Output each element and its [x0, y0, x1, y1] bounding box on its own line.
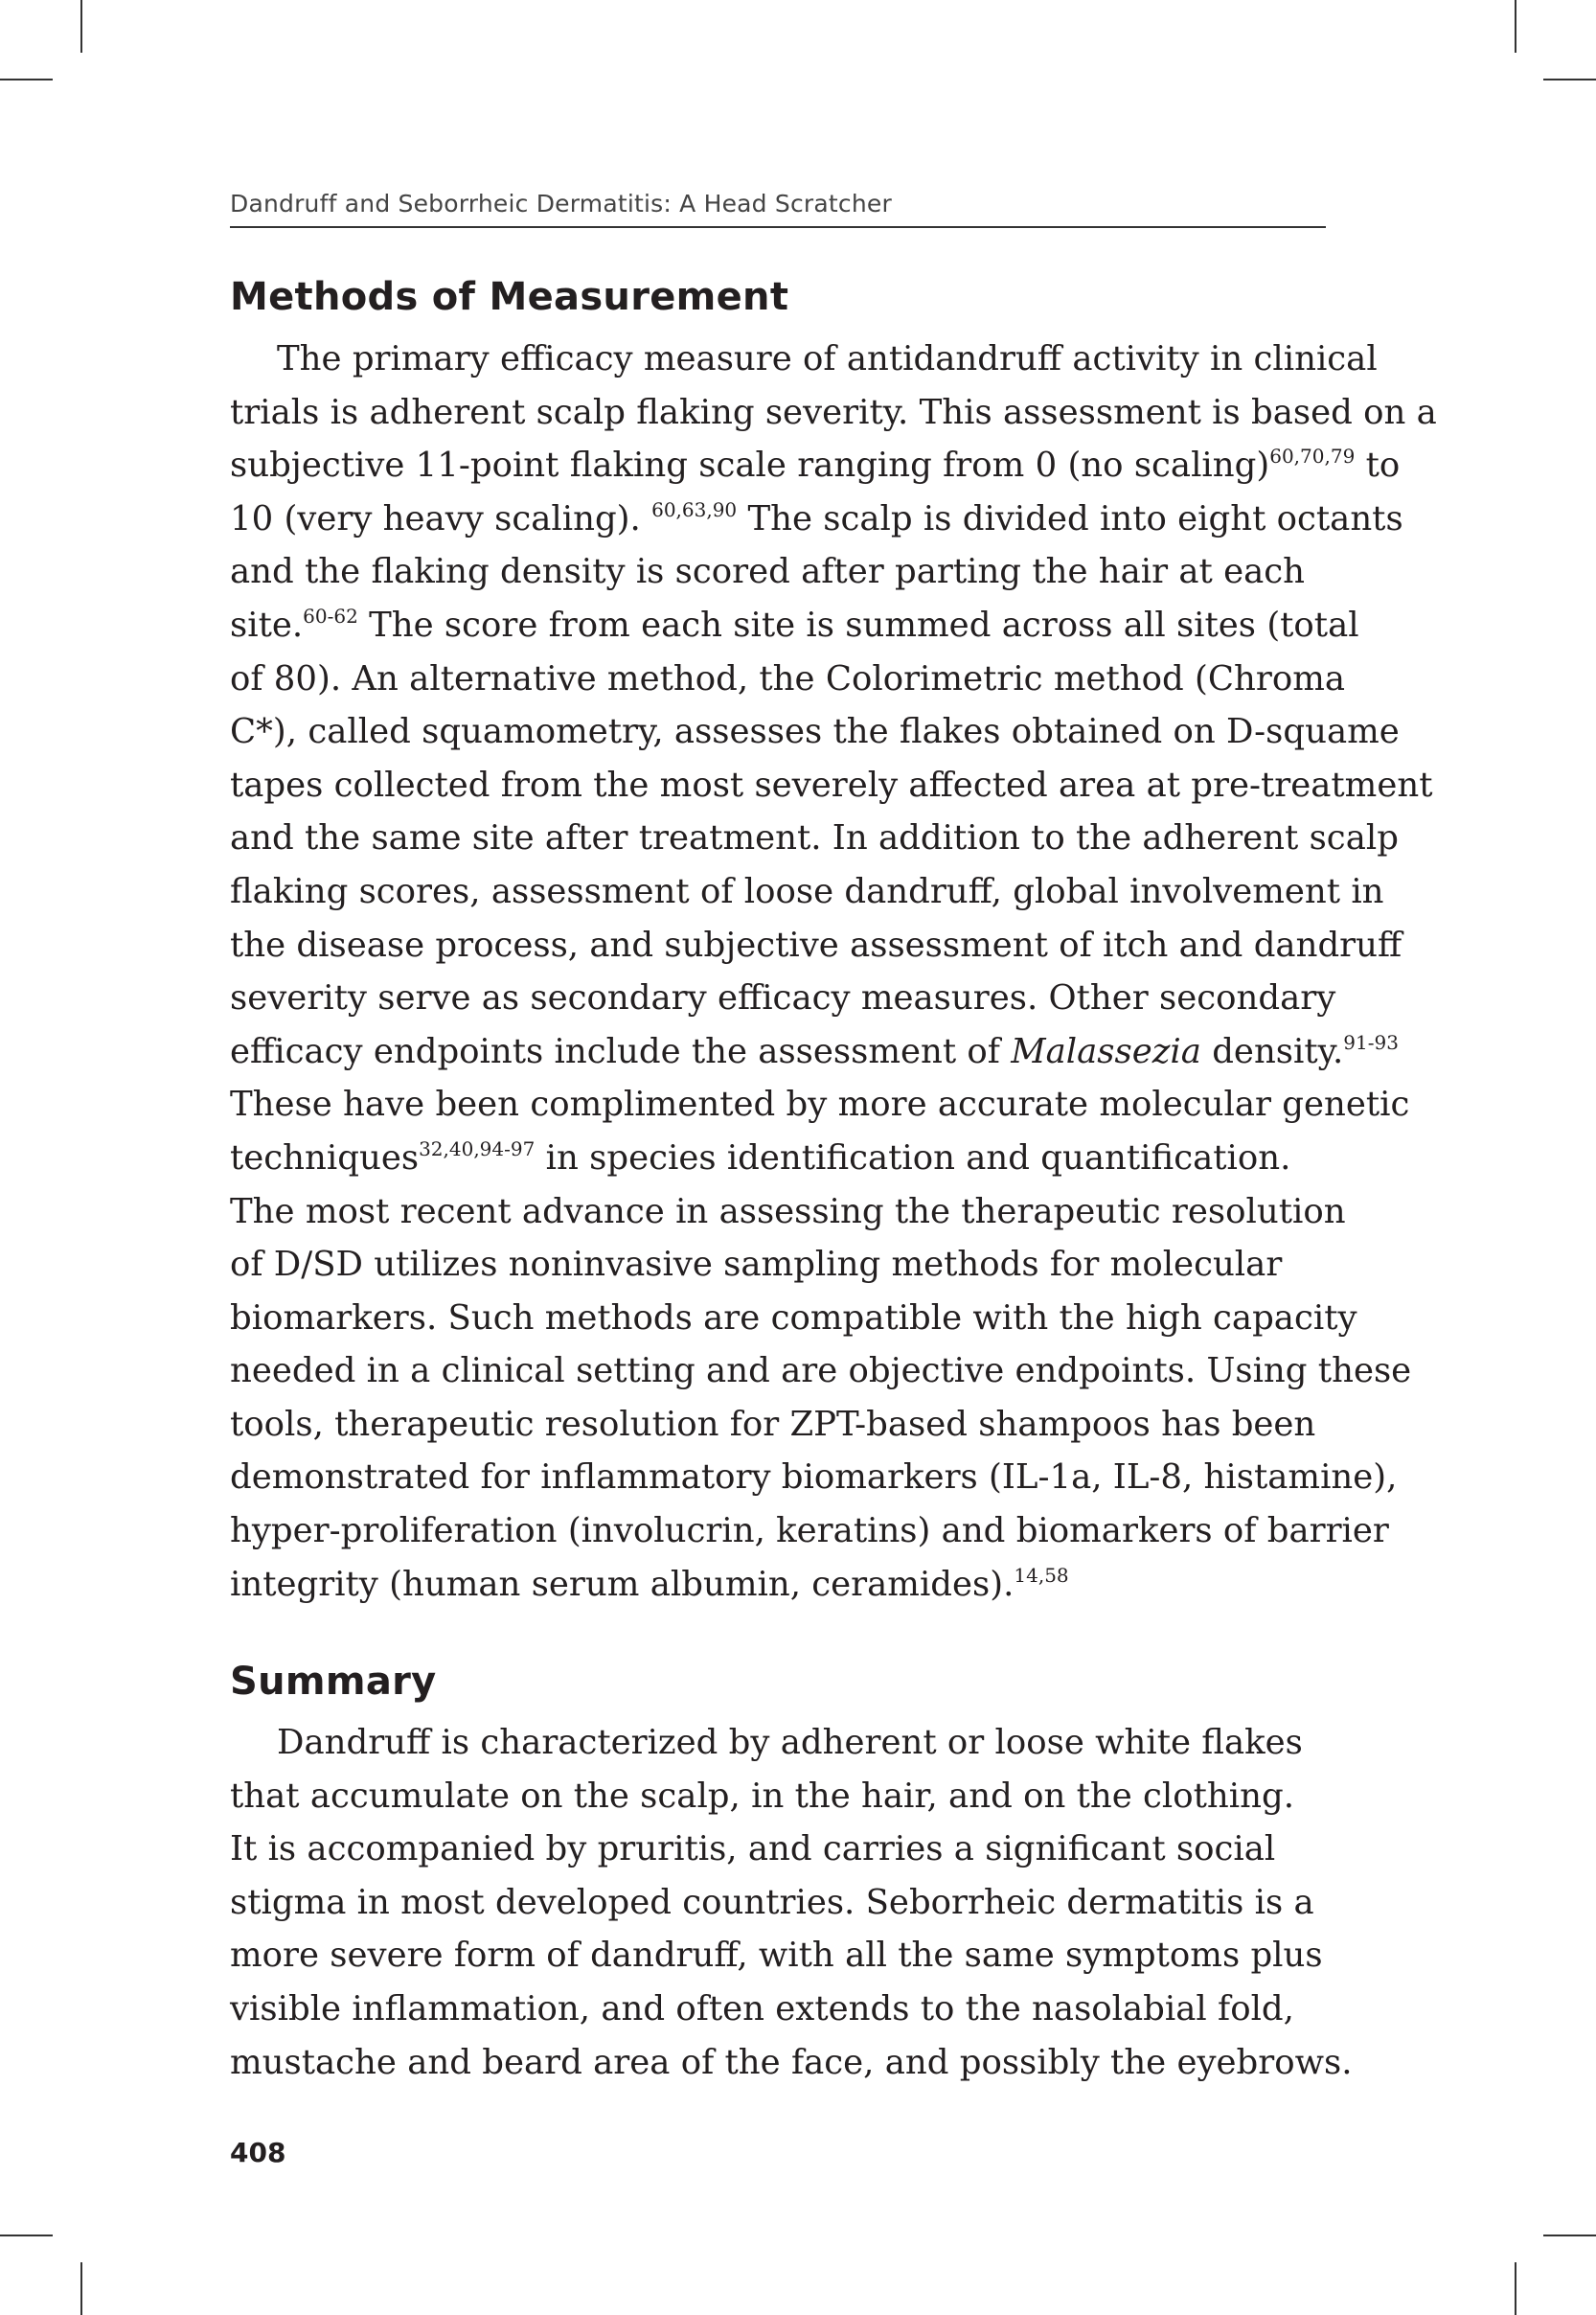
text-line: techniques$^{32,40,94-97}$ in species identification and quantification. — [230, 1136, 1291, 1178]
text-line: hyper-proliferation (involucrin, keratins) and biomarkers of barrier — [230, 1511, 1389, 1551]
citation-superscript: 60,70,79 — [1269, 445, 1356, 469]
crop-mark — [1515, 0, 1516, 53]
text-line: demonstrated for inflammatory biomarkers (IL-1a, IL-8, histamine), — [230, 1457, 1398, 1498]
text-line: site.$^{60-62}$ The score from each site is summed across all sites (total — [230, 604, 1359, 645]
text-line: the disease process, and subjective assessment of itch and dandruff — [230, 925, 1402, 965]
text-line: of D/SD utilizes noninvasive sampling methods for molecular — [230, 1245, 1283, 1285]
text-line: 10 (very heavy scaling). $^{60,63,90}$ The scalp is divided into eight octants — [230, 497, 1403, 539]
text-line: biomarkers. Such methods are compatible with the high capacity — [230, 1297, 1357, 1338]
crop-mark — [1515, 2262, 1516, 2315]
section-body-summary — [230, 1716, 1353, 2089]
page-number: 408 — [230, 2137, 286, 2168]
crop-mark — [80, 2262, 82, 2315]
section-body-methods — [230, 332, 1437, 1611]
text-line: integrity (human serum albumin, ceramides).$^{14,58}$ — [230, 1563, 1069, 1604]
text-line: needed in a clinical setting and are objective endpoints. Using these — [230, 1351, 1412, 1391]
running-head: Dandruff and Seborrheic Dermatitis: A Head Scratcher — [230, 190, 892, 218]
text-line: visible inflammation, and often extends to the nasolabial fold, — [230, 1988, 1294, 2028]
section-heading-methods: Methods of Measurement — [230, 275, 789, 319]
text-line: subjective 11-point flaking scale ranging from 0 (no scaling)$^{60,70,79}$ to — [230, 445, 1401, 486]
crop-mark — [80, 0, 82, 53]
text-line: severity serve as secondary efficacy measures. Other secondary — [230, 978, 1336, 1019]
text-line: These have been complimented by more accurate molecular genetic — [230, 1085, 1410, 1125]
text-line: tapes collected from the most severely affected area at pre-treatment — [230, 765, 1433, 805]
text-line: that accumulate on the scalp, in the hair, and on the clothing. — [230, 1776, 1294, 1816]
text-line: flaking scores, assessment of loose dandruff, global involvement in — [230, 871, 1384, 911]
citation-superscript: 14,58 — [1014, 1563, 1069, 1587]
text-line: tools, therapeutic resolution for ZPT-based shampoos has been — [230, 1404, 1316, 1444]
crop-mark — [1543, 79, 1596, 80]
text-line: efficacy endpoints include the assessment of Malassezia density.$^{91-93}$ — [230, 1030, 1399, 1071]
text-line: and the flaking density is scored after parting the hair at each — [230, 552, 1306, 592]
text-line: trials is adherent scalp flaking severity. This assessment is based on a — [230, 392, 1437, 432]
text-line: Dandruff is characterized by adherent or loose white flakes — [277, 1723, 1303, 1762]
text-line: more severe form of dandruff, with all the same symptoms plus — [230, 1936, 1323, 1976]
text-line: mustache and beard area of the face, and possibly the eyebrows. — [230, 2042, 1353, 2082]
text-line: It is accompanied by pruritis, and carries a significant social — [230, 1829, 1276, 1869]
section-heading-summary: Summary — [230, 1660, 437, 1704]
citation-superscript: 91-93 — [1343, 1030, 1399, 1054]
text-line: The primary efficacy measure of antidandruff activity in clinical — [277, 339, 1378, 378]
text-line: and the same site after treatment. In addition to the adherent scalp — [230, 818, 1399, 859]
citation-superscript: 60-62 — [303, 604, 358, 628]
crop-mark — [0, 79, 53, 80]
italic-term: Malassezia — [1011, 1031, 1201, 1071]
text-line: of 80). An alternative method, the Colorimetric method (Chroma — [230, 658, 1346, 699]
citation-superscript: 32,40,94-97 — [419, 1136, 536, 1160]
header-rule — [230, 226, 1326, 228]
crop-mark — [1543, 2235, 1596, 2236]
crop-mark — [0, 2235, 53, 2236]
citation-superscript: 60,63,90 — [651, 497, 738, 521]
text-line: stigma in most developed countries. Seborrheic dermatitis is a — [230, 1882, 1314, 1922]
text-line: C*), called squamometry, assesses the flakes obtained on D-squame — [230, 712, 1400, 752]
text-line: The most recent advance in assessing the therapeutic resolution — [230, 1191, 1346, 1231]
